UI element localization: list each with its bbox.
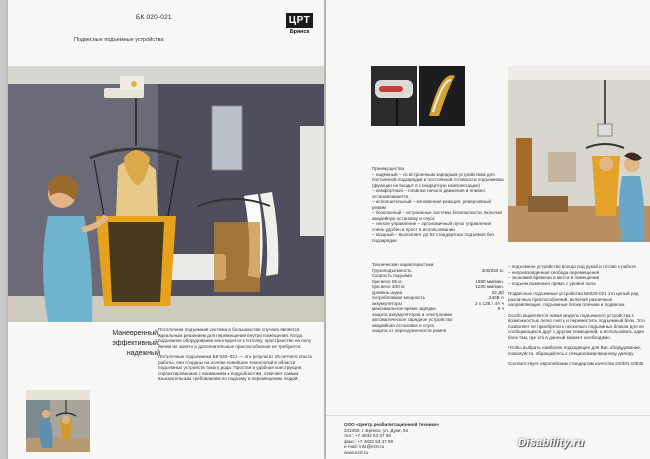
standards-paragraph: Соответствует европейским стандартам качества DS/EN 10535: [508, 361, 644, 366]
company-name: ООО «Центр реабилитационной техники»: [344, 422, 440, 427]
headline-line-1: Маневренный,: [112, 330, 160, 337]
spec-value: 240В А: [488, 295, 504, 300]
company-website: www.ezrt.ru: [344, 449, 368, 455]
spec-label: автоматическое зарядное устройство: [372, 317, 453, 322]
advantage-item: – легкое управление – эргономичный пульт управления очень удобен и прост в использовании: [372, 221, 492, 232]
experience-paragraph: Потолочные подъемники БК 020–021 — это результат 25-летнего опыта работы, они созданы на основе новейших технологий в области подъемных устройств такого рода. Простая и удобная конструкция, спроектированная с вниманием к подробностям, отвечает самым взыскательным требованиям по подъему и перемещению людей.: [158, 354, 312, 381]
company-fax: факс: +7 4832 53 37 89: [344, 438, 394, 444]
hero-photo-bathroom-lift: [8, 66, 324, 322]
advantage-item: – надежный – со встроенным зарядным устройством для постоянной подзарядки и постоянной готовности подъемника (функция не входит в стандартную комплектацию): [372, 171, 504, 188]
logo-city: Брянск: [289, 29, 310, 35]
living-room-lift-photo: [508, 66, 650, 242]
spec-row: [372, 328, 504, 334]
advantages-section: [372, 166, 504, 243]
feature-item: – подъемное устройство всегда под рукой и готово к работе: [508, 264, 636, 269]
spec-value: 200/250 кг.: [481, 267, 504, 273]
spec-label: при весе 200 кг.: [372, 284, 406, 289]
company-address: 241050, г. Брянск, ул. Дуки, 54: [344, 427, 409, 433]
spec-label: Скорость подъема: [372, 273, 412, 278]
spec-label: потребляемая мощность: [372, 295, 426, 300]
brochure-left-page: [8, 0, 324, 459]
right-column-text: [508, 264, 646, 367]
advantage-item: – безопасный – встроенные системы безопасности, включая аварийную остановку и спуск: [372, 210, 503, 221]
advantage-item: – комфортный – плавное начало движения и плавно останавливается: [372, 188, 485, 199]
product-subtitle: Подвесные подъемные устройства: [74, 37, 164, 43]
spec-label: при весе 85 кг.: [372, 278, 403, 284]
spec-value: 1680 мм/мин.: [475, 278, 504, 284]
dealer-paragraph: Чтобы выбрать наиболее подходящее для Вас оборудование, пожалуйста, обращайтесь к специализированному дилеру.: [508, 345, 642, 356]
site-watermark: Disability.ru: [518, 437, 585, 449]
new-model-paragraph: Особо выделяется новая модель подъемного устройства с возможностью легко снять и переместить подъемный блок. Это позволяет не приобретать несколько подъемных блоков для не сообщающихся друг с другом помещений, а использовать один блок там, где это в данный момент необходимо.: [508, 312, 645, 340]
intro-paragraph: Потолочная подъемная система в большинстве случаев является идеальным решением для перемещения внутри помещения. Когда подъемное оборудование монтируется к потолку, пространство на полу ничем не занято и дополнительные приспособления не требуются.: [158, 327, 312, 349]
spec-label: аварийная остановка и спуск: [372, 322, 435, 328]
feature-item: – экономия времени и места в помещении: [508, 275, 600, 280]
feature-item: – подъем возможен прямо с уровня пола: [508, 280, 596, 286]
advantages-title: Преимущества: [372, 166, 405, 171]
spec-label: уровень шума: [372, 289, 403, 295]
spec-value: 2 х 12В / 4А·ч: [475, 300, 504, 306]
spec-label: аккумуляторы: [372, 300, 402, 306]
thumbnail-photo-room-lift: [26, 390, 90, 452]
company-phone: тел.: +7 4832 53 37 89: [344, 433, 391, 438]
headline-line-2: эффективный, надежный: [112, 340, 160, 357]
advantage-item: – мощный – выполняет до 92 стандартных подъемов без подзарядки: [372, 232, 495, 243]
spec-label: Грузоподъемность: [372, 267, 412, 273]
lift-motor-photo: [371, 66, 417, 126]
brochure-right-page: [326, 0, 650, 459]
left-body-text: [158, 327, 318, 387]
spec-value: 8 ч: [497, 306, 504, 311]
spec-label: защита аккумуляторов и электроники: [372, 311, 453, 317]
company-email: e-mail: info@ezrt.ru: [344, 444, 385, 449]
spec-value: 1200 мм/мин.: [475, 284, 504, 289]
sling-bar-photo: [419, 66, 465, 126]
logo-mark: ЦРТ: [286, 13, 313, 28]
spec-label: защита от перегруженности ремня: [372, 328, 447, 333]
spec-label: максимальное время зарядки: [372, 306, 436, 311]
feature-item: – непревзойденная свобода перемещения: [508, 269, 600, 275]
company-logo: [286, 13, 313, 37]
advantage-item: – исполнительный – мгновенная реакция, реверсивный режим: [372, 199, 491, 210]
spec-value: 52 Дб: [491, 289, 504, 295]
model-number: БК 020-021: [136, 14, 172, 21]
specs-title: Технические характеристики: [372, 262, 434, 267]
product-range-paragraph: Подвесные подъемные устройства БК020-021 это целый ряд различных приспособлений, включая различные направляющие, подъемные блоки плечики и подвески.: [508, 291, 639, 307]
technical-specs: [372, 262, 504, 334]
headline: [90, 329, 160, 359]
company-contacts: [344, 422, 439, 455]
